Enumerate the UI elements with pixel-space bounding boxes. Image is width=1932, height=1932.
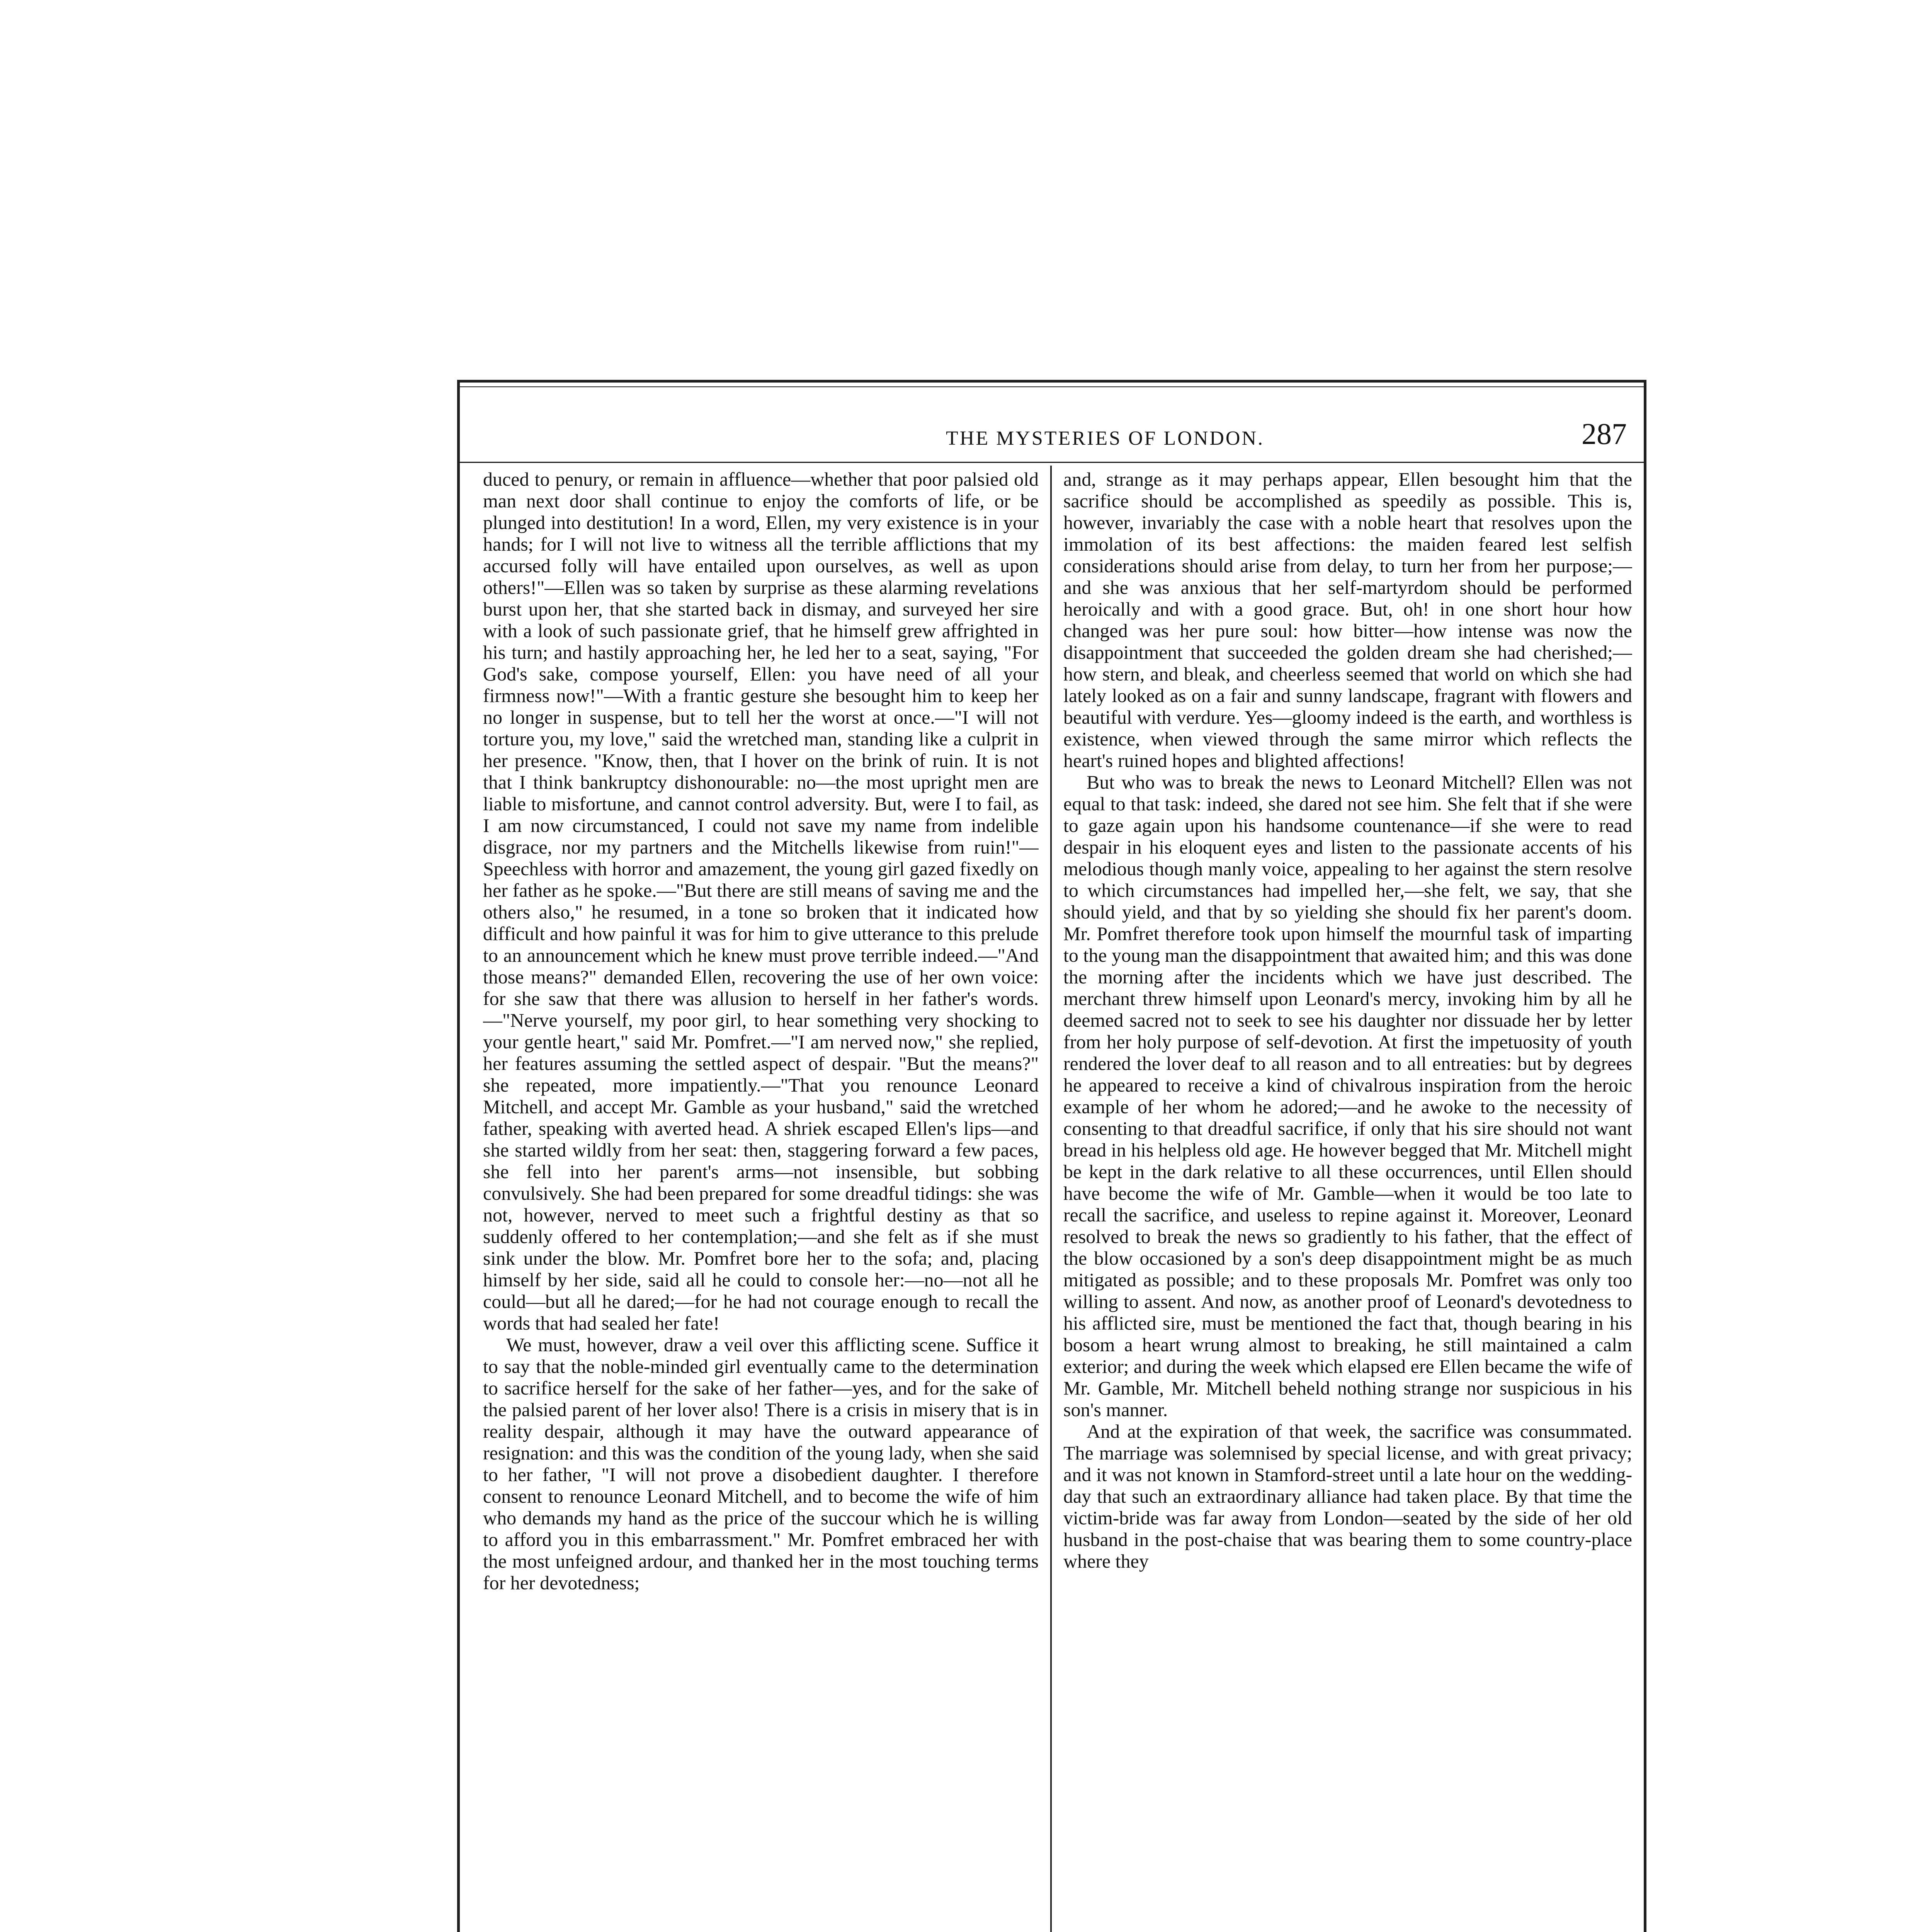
frame-top-rule xyxy=(460,380,1646,383)
paragraph: and, strange as it may perhaps appear, Ellen besought him that the sacrifice should be accomplished as speedily as possible. This is, however, invariably the case with a noble heart that resolves upon the immolation of its best affections: the maiden feared lest selfish considerations should arise from delay, to turn her from her purpose;—and she was anxious that her self-martyrdom should be performed heroically and with a good grace. But, oh! in one short hour how changed was her pure soul: how bitter—how intense was now the disappointment that succeeded the golden dream she had cherished;—how stern, and bleak, and cheerless seemed that world on which she had lately looked as on a fair and sunny landscape, fragrant with flowers and beautiful with verdure. Yes—gloomy indeed is the earth, and worthless is existence, when viewed through the same mirror which reflects the heart's ruined hopes and blighted affections! xyxy=(1063,468,1632,771)
header-rule xyxy=(460,462,1646,463)
paragraph: And at the expiration of that week, the sacrifice was consummated. The marriage was solemnised by special license, and with great privacy; and it was not known in Stamford-street until a late hour on the wedding-day that such an extraordinary alliance had taken place. By that time the victim-bride was far away from London—seated by the side of her old husband in the post-chaise that was bearing them to some country-place where they xyxy=(1063,1420,1632,1572)
frame-right-rule xyxy=(1644,380,1646,1932)
column-divider xyxy=(1050,466,1052,1932)
running-title: THE MYSTERIES OF LONDON. xyxy=(946,427,1264,449)
paragraph: But who was to break the news to Leonard Mitchell? Ellen was not equal to that task: indeed, she dared not see him. She felt that if she were to gaze again upon his handsome countenance—if she were to read despair in his eloquent eyes and listen to the passionate accents of his melodious though manly voice, appealing to her against the stern resolve to which circumstances had impelled her,—she felt, we say, that she should yield, and that by so yielding she should fix her parent's doom. Mr. Pomfret therefore took upon himself the mournful task of imparting to the young man the disappointment that awaited him; and this was done the morning after the incidents which we have just described. The merchant threw himself upon Leonard's mercy, invoking him by all he deemed sacred not to seek to see his daughter nor dissuade her by letter from her holy purpose of self-devotion. At first the impetuosity of youth rendered the lover deaf to all reason and to all entreaties: but by degrees he appeared to receive a kind of chivalrous inspiration from the heroic example of her whom he adored;—and he awoke to the necessity of consenting to that dreadful sacrifice, if only that his sire should not want bread in his helpless old age. He however begged that Mr. Mitchell might be kept in the dark relative to all these occurrences, until Ellen should have become the wife of Mr. Gamble—when it would be too late to recall the sacrifice, and useless to repine against it. Moreover, Leonard resolved to break the news so gradiently to his father, that the effect of the blow occasioned by a son's deep disappointment might be as much mitigated as possible; and to these proposals Mr. Pomfret was only too willing to assent. And now, as another proof of Leonard's devotedness to his afflicted sire, must be mentioned the fact that, though bearing in his bosom a heart wrung almost to breaking, he still maintained a calm exterior; and during the week which elapsed ere Ellen became the wife of Mr. Gamble, Mr. Mitchell beheld nothing strange nor suspicious in his son's manner. xyxy=(1063,771,1632,1420)
text-column-left xyxy=(483,468,1039,1932)
page-number: 287 xyxy=(1582,417,1627,451)
paragraph: We must, however, draw a veil over this afflicting scene. Suffice it to say that the noble-minded girl eventually came to the determination to sacrifice herself for the sake of her father—yes, and for the sake of the palsied parent of her lover also! There is a crisis in misery that is in reality despair, although it may have the outward appearance of resignation: and this was the condition of the young lady, when she said to her father, "I will not prove a disobedient daughter. I therefore consent to renounce Leonard Mitchell, and to become the wife of him who demands my hand as the price of the succour which he is willing to afford you in this embarrassment." Mr. Pomfret embraced her with the most unfeigned ardour, and thanked her in the most touching terms for her devotedness; xyxy=(483,1334,1039,1594)
frame-top-rule-thin xyxy=(460,386,1646,387)
text-column-right xyxy=(1063,468,1632,1932)
frame-left-rule xyxy=(457,380,460,1932)
paragraph: duced to penury, or remain in affluence—whether that poor palsied old man next door shall continue to enjoy the comforts of life, or be plunged into destitution! In a word, Ellen, my very existence is in your hands; for I will not live to witness all the terrible afflictions that my accursed folly will have entailed upon ourselves, as well as upon others!"—Ellen was so taken by surprise as these alarming revelations burst upon her, that she started back in dismay, and surveyed her sire with a look of such passionate grief, that he himself grew affrighted in his turn; and hastily approaching her, he led her to a seat, saying, "For God's sake, compose yourself, Ellen: you have need of all your firmness now!"—With a frantic gesture she besought him to keep her no longer in suspense, but to tell her the worst at once.—"I will not torture you, my love," said the wretched man, standing like a culprit in her presence. "Know, then, that I hover on the brink of ruin. It is not that I think bankruptcy dishonourable: no—the most upright men are liable to misfortune, and cannot control adversity. But, were I to fail, as I am now circumstanced, I could not save my name from indelible disgrace, nor my partners and the Mitchells likewise from ruin!"—Speechless with horror and amazement, the young girl gazed fixedly on her father as he spoke.—"But there are still means of saving me and the others also," he resumed, in a tone so broken that it indicated how difficult and how painful it was for him to give utterance to this prelude to an announcement which he knew must prove terrible indeed.—"And those means?" demanded Ellen, recovering the use of her own voice: for she saw that there was allusion to herself in her father's words.—"Nerve yourself, my poor girl, to hear something very shocking to your gentle heart," said Mr. Pomfret.—"I am nerved now," she replied, her features assuming the settled aspect of despair. "But the means?" she repeated, more impatiently.—"That you renounce Leonard Mitchell, and accept Mr. Gamble as your husband," said the wretched father, speaking with averted head. A shriek escaped Ellen's lips—and she started wildly from her seat: then, staggering forward a few paces, she fell into her parent's arms—not insensible, but sobbing convulsively. She had been prepared for some dreadful tidings: she was not, however, nerved to meet such a frightful destiny as that so suddenly offered to her contemplation;—and she felt as if she must sink under the blow. Mr. Pomfret bore her to the sofa; and, placing himself by her side, said all he could to console her:—no—not all he could—but all he dared;—for he had not courage enough to recall the words that had sealed her fate! xyxy=(483,468,1039,1334)
